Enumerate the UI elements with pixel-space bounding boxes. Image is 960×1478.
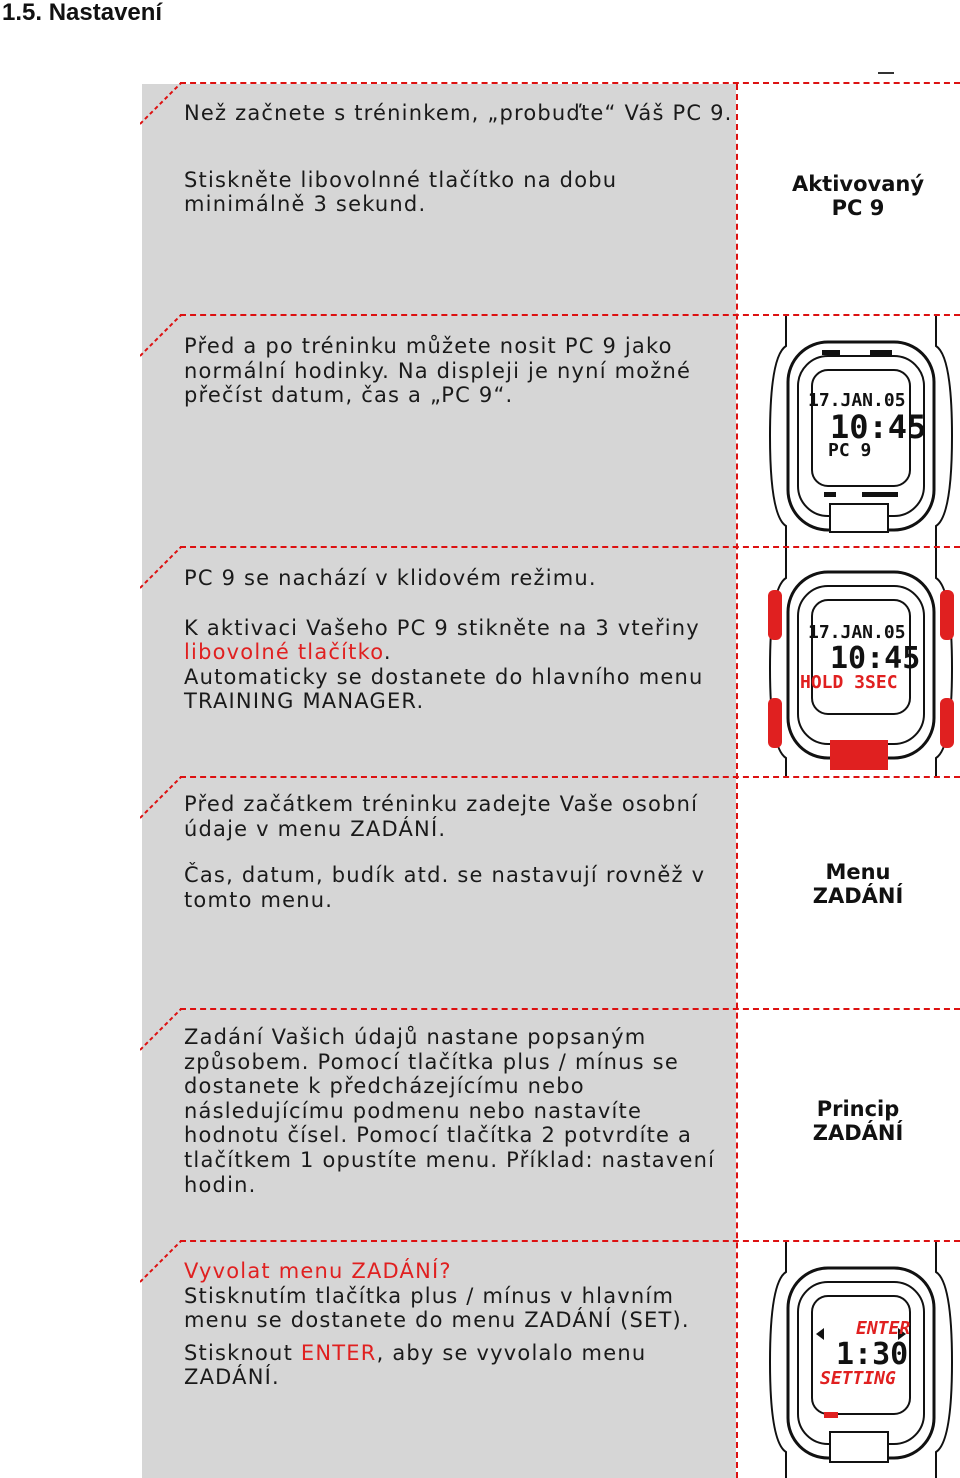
- watch-setting-illustration: [766, 1242, 956, 1478]
- watch-time: 10:45: [830, 641, 921, 676]
- section-5-text: [184, 1025, 734, 1197]
- side-label-line-2: PC 9: [831, 196, 885, 220]
- section-6-para-3: [184, 1341, 734, 1390]
- section-3-red-text: libovolné tlačítko: [184, 640, 384, 665]
- section-6-para-2: Stisknutím tlačítka plus / mínus v hlavním menu se dostanete do menu ZADÁNÍ (SET).: [184, 1283, 690, 1333]
- section-5-side-label: [760, 1097, 956, 1145]
- corner-diagonal: [140, 314, 184, 358]
- side-label-line-2: ZADÁNÍ: [812, 884, 904, 908]
- left-top-button: [768, 590, 782, 640]
- section-3-para-2-end: .: [383, 640, 392, 665]
- corner-diagonal: [140, 82, 184, 126]
- section-1-text: [184, 101, 734, 217]
- watch-time: 1:30: [836, 1337, 909, 1372]
- section-4-para-2: Čas, datum, budík atd. se nastavují rovněž v tomto menu.: [184, 863, 706, 912]
- section-divider: [180, 82, 960, 84]
- watch-time: 10:45: [830, 408, 927, 446]
- section-6-para-3-text: Stisknout: [184, 1340, 301, 1365]
- section-4-para-1: Před začátkem tréninku zadejte Vaše osobní údaje v menu ZADÁNÍ.: [184, 792, 699, 841]
- section-2-text: [184, 334, 734, 408]
- corner-diagonal: [140, 546, 184, 590]
- watch-date: 17.JAN.05: [808, 622, 906, 643]
- side-label-line-1: Aktivovaný: [791, 172, 925, 196]
- section-3-para-3: Automaticky se dostanete do hlavního menu TRAINING MANAGER.: [184, 664, 704, 714]
- section-2-para-1: Před a po tréninku můžete nosit PC 9 jako normální hodinky. Na displeji je nyní možné přečíst datum, čas a „PC 9“.: [184, 334, 692, 408]
- corner-diagonal: [140, 776, 184, 820]
- watch-enter-text: ENTER: [856, 1318, 911, 1339]
- section-3-para-1: PC 9 se nachází v klidovém režimu.: [184, 566, 597, 590]
- section-6-text: [184, 1259, 734, 1390]
- page-title: 1.5. Nastavení: [2, 0, 163, 26]
- page-mark: [878, 72, 894, 74]
- watch-label: PC 9: [828, 440, 872, 461]
- section-6-para-3-end: , aby se vyvolalo menu ZADÁNÍ.: [184, 1340, 647, 1390]
- column-divider: [736, 84, 738, 1478]
- watch-hold-text: HOLD 3SEC: [800, 672, 898, 693]
- section-3-para-2: [184, 616, 734, 665]
- corner-diagonal: [140, 1240, 184, 1284]
- section-1-para-1: Než začnete s tréninkem, „probuďte“ Váš PC 9.: [184, 101, 733, 125]
- section-3-para-2-text: K aktivaci Vašeho PC 9 stikněte na 3 vteřiny: [184, 615, 700, 640]
- section-1-para-2: Stiskněte libovolnné tlačítko na dobu minimálně 3 sekund.: [184, 167, 618, 217]
- bottom-button: [830, 740, 888, 770]
- section-6-enter-text: ENTER: [300, 1340, 377, 1365]
- watch-date: 17.JAN.05: [808, 390, 906, 411]
- watch-hold-illustration: [766, 548, 956, 776]
- corner-diagonal: [140, 1008, 184, 1052]
- left-bottom-button: [768, 698, 782, 748]
- right-top-button: [940, 590, 954, 640]
- side-label-line-1: Menu: [825, 860, 891, 884]
- watch-idle-illustration: [766, 316, 956, 546]
- right-bottom-button: [940, 698, 954, 748]
- section-divider: [180, 1008, 960, 1010]
- section-3-text: [184, 566, 734, 714]
- section-4-text: [184, 792, 734, 912]
- watch-setting-text: SETTING: [820, 1368, 896, 1389]
- side-label-line-1: Princip: [816, 1097, 900, 1121]
- section-5-para-1: Zadání Vašich údajů nastane popsaným způsobem. Pomocí tlačítka plus / mínus se dostanete k předcházejícímu nebo následujícímu podmenu nebo nastavíte hodnotu čísel. Pomocí tlačítka 2 potvrdíte a tlačítkem 1 opustíte menu. Příklad: nastavení hodin.: [184, 1025, 716, 1197]
- section-1-side-label: [760, 172, 956, 220]
- section-divider: [180, 776, 960, 778]
- side-label-line-2: ZADÁNÍ: [812, 1121, 904, 1145]
- section-4-side-label: [760, 860, 956, 908]
- section-6-red-heading: Vyvolat menu ZADÁNÍ?: [184, 1259, 452, 1283]
